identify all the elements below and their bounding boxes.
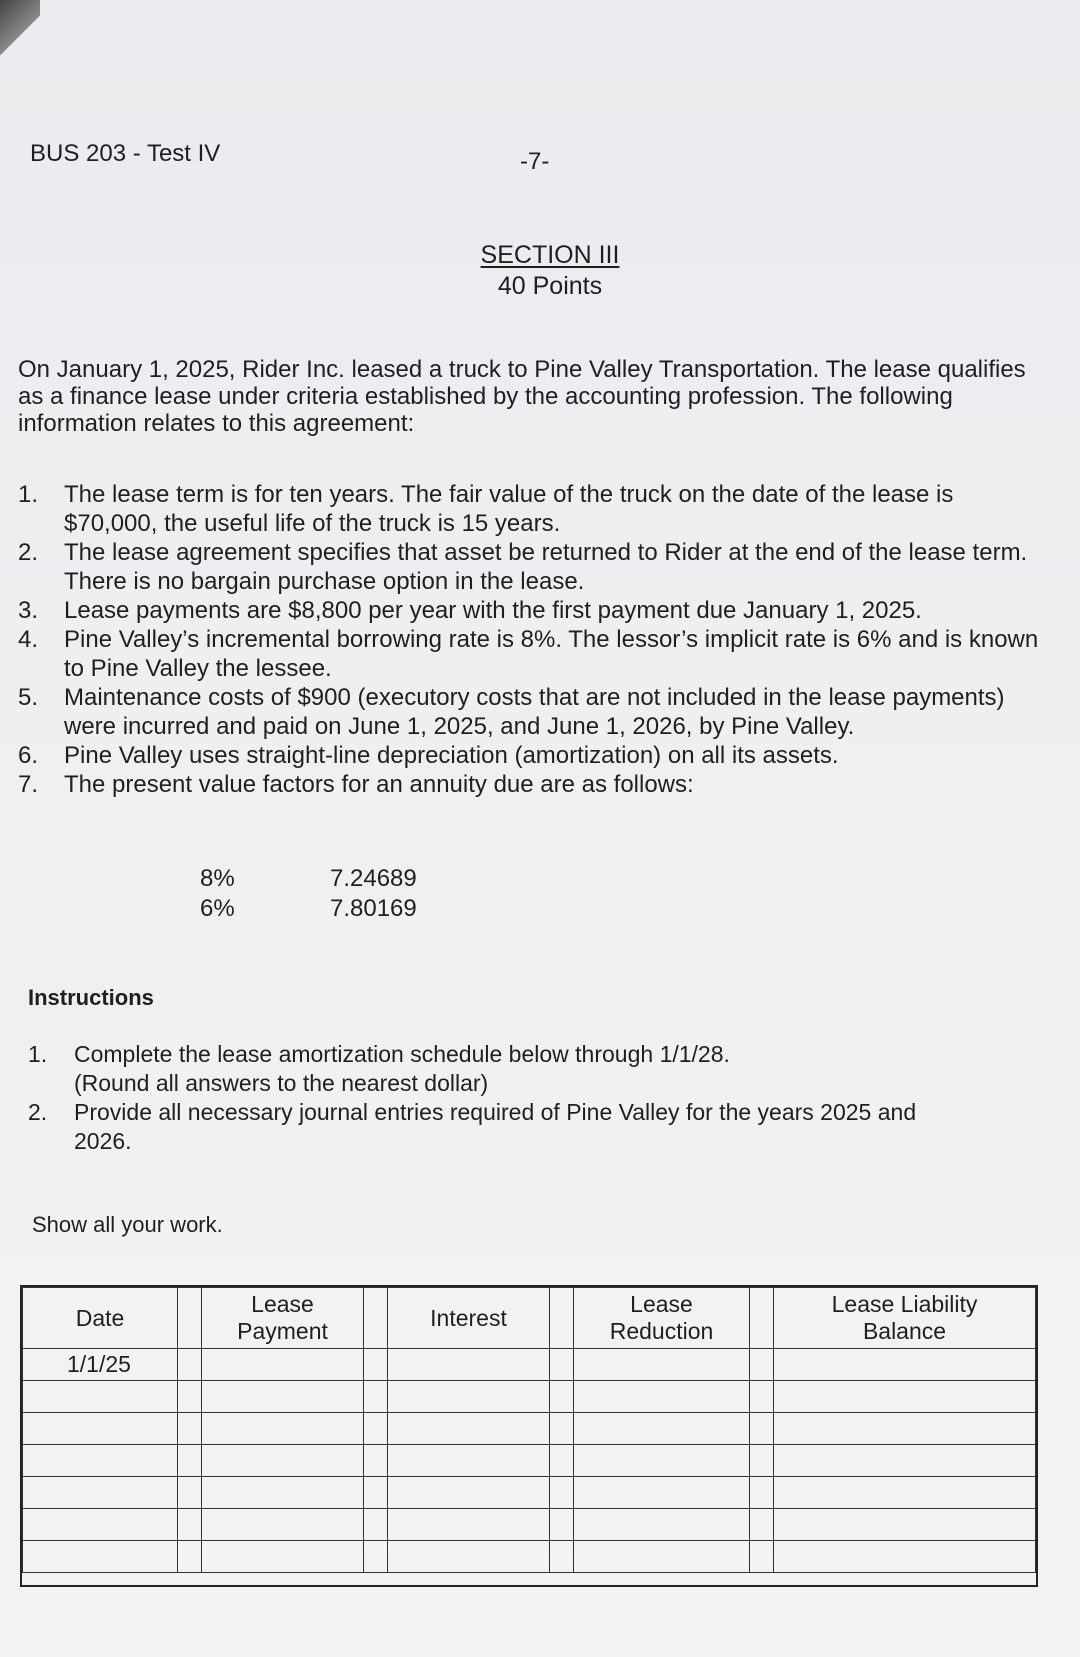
item-text: Maintenance costs of $900 (executory costs that are not included in the lease payments) were incurred and paid on June 1, 2025, and June 1, 2026, by Pine Valley. bbox=[64, 684, 1005, 740]
section-heading bbox=[470, 240, 630, 302]
item-line: Complete the lease amortization schedule below through 1/1/28. bbox=[74, 1041, 730, 1067]
payment-cell[interactable] bbox=[202, 1477, 364, 1509]
table-row bbox=[23, 1445, 1036, 1477]
pv-factor: 7.80169 bbox=[330, 895, 417, 922]
list-item bbox=[18, 741, 1048, 770]
spacer-cell bbox=[750, 1445, 774, 1477]
spacer-cell bbox=[750, 1541, 774, 1573]
spacer-cell bbox=[750, 1349, 774, 1381]
header-line: Lease bbox=[251, 1291, 314, 1317]
spacer-cell bbox=[364, 1509, 388, 1541]
table-header-row bbox=[23, 1288, 1036, 1349]
header-line: Reduction bbox=[609, 1318, 714, 1344]
item-number: 4. bbox=[18, 626, 39, 653]
spacer-cell bbox=[550, 1349, 574, 1381]
item-text bbox=[74, 1040, 730, 1098]
table-row bbox=[23, 1413, 1036, 1445]
balance-cell[interactable] bbox=[774, 1381, 1036, 1413]
header-line: Payment bbox=[237, 1318, 328, 1344]
spacer-cell bbox=[550, 1445, 574, 1477]
spacer-cell bbox=[178, 1288, 202, 1349]
spacer-cell bbox=[750, 1509, 774, 1541]
header-date: Date bbox=[23, 1288, 178, 1349]
item-text bbox=[74, 1098, 916, 1156]
spacer-cell bbox=[750, 1477, 774, 1509]
table-row bbox=[200, 894, 417, 924]
reduction-cell[interactable] bbox=[574, 1381, 750, 1413]
interest-cell[interactable] bbox=[388, 1413, 550, 1445]
course-header: BUS 203 - Test IV bbox=[30, 140, 221, 167]
list-item bbox=[18, 538, 1048, 596]
list-item bbox=[18, 683, 1048, 741]
intro-paragraph: On January 1, 2025, Rider Inc. leased a truck to Pine Valley Transportation. The lease qualifies as a finance lease under criteria established by the accounting profession. The following information relates to this agreement: bbox=[18, 356, 1026, 437]
item-number: 2. bbox=[18, 539, 39, 566]
spacer-cell bbox=[178, 1541, 202, 1573]
reduction-cell[interactable] bbox=[574, 1509, 750, 1541]
spacer-cell bbox=[364, 1349, 388, 1381]
header-lease-payment bbox=[202, 1288, 364, 1349]
item-line: Provide all necessary journal entries required of Pine Valley for the years 2025 and bbox=[74, 1099, 917, 1125]
date-cell[interactable] bbox=[23, 1509, 178, 1541]
date-cell[interactable] bbox=[23, 1381, 178, 1413]
header-line: Lease bbox=[630, 1291, 693, 1317]
list-item bbox=[28, 1098, 1028, 1156]
pv-factor: 7.24689 bbox=[330, 865, 417, 892]
item-number: 2. bbox=[28, 1099, 48, 1125]
spacer-cell bbox=[364, 1445, 388, 1477]
item-number: 6. bbox=[18, 742, 39, 769]
spacer-cell bbox=[750, 1413, 774, 1445]
amortization-schedule bbox=[20, 1285, 1038, 1587]
list-item bbox=[18, 480, 1048, 538]
payment-cell[interactable] bbox=[202, 1349, 364, 1381]
spacer-cell bbox=[178, 1509, 202, 1541]
spacer-cell bbox=[750, 1288, 774, 1349]
spacer-cell bbox=[364, 1541, 388, 1573]
date-cell[interactable] bbox=[23, 1541, 178, 1573]
spacer-cell bbox=[364, 1413, 388, 1445]
spacer-cell bbox=[550, 1413, 574, 1445]
spacer-cell bbox=[550, 1381, 574, 1413]
item-line: 2026. bbox=[74, 1128, 132, 1154]
spacer-cell bbox=[364, 1288, 388, 1349]
item-line: (Round all answers to the nearest dollar) bbox=[74, 1070, 489, 1096]
spacer-cell bbox=[364, 1381, 388, 1413]
spacer-cell bbox=[550, 1477, 574, 1509]
reduction-cell[interactable] bbox=[574, 1413, 750, 1445]
table-row bbox=[23, 1477, 1036, 1509]
item-text: Lease payments are $8,800 per year with the first payment due January 1, 2025. bbox=[64, 597, 922, 624]
spacer-cell bbox=[178, 1445, 202, 1477]
item-number: 1. bbox=[28, 1041, 48, 1067]
interest-cell[interactable] bbox=[388, 1541, 550, 1573]
spacer-cell bbox=[750, 1381, 774, 1413]
show-work-note: Show all your work. bbox=[32, 1212, 223, 1237]
page-corner-shadow bbox=[0, 0, 40, 60]
list-item bbox=[18, 770, 1048, 799]
balance-cell[interactable] bbox=[774, 1477, 1036, 1509]
reduction-cell[interactable] bbox=[574, 1445, 750, 1477]
date-cell: 1/1/25 bbox=[23, 1349, 178, 1381]
header-balance bbox=[774, 1288, 1036, 1349]
table-row bbox=[23, 1381, 1036, 1413]
spacer-cell bbox=[364, 1477, 388, 1509]
header-line: Balance bbox=[862, 1318, 947, 1344]
header-lease-reduction bbox=[574, 1288, 750, 1349]
instructions-list bbox=[28, 1040, 1028, 1156]
payment-cell[interactable] bbox=[202, 1445, 364, 1477]
lease-info-list bbox=[18, 480, 1048, 799]
balance-cell[interactable] bbox=[774, 1349, 1036, 1381]
header-line: Lease Liability bbox=[831, 1291, 978, 1317]
interest-cell[interactable] bbox=[388, 1349, 550, 1381]
item-text: Pine Valley uses straight-line depreciation (amortization) on all its assets. bbox=[64, 742, 839, 769]
interest-cell[interactable] bbox=[388, 1445, 550, 1477]
section-points: 40 Points bbox=[497, 272, 603, 300]
schedule-table bbox=[22, 1287, 1036, 1573]
spacer-cell bbox=[178, 1413, 202, 1445]
table-row bbox=[23, 1509, 1036, 1541]
page-number: -7- bbox=[520, 148, 550, 175]
item-text: The lease term is for ten years. The fair value of the truck on the date of the lease is $70,000, the useful life of the truck is 15 years. bbox=[64, 481, 954, 537]
table-row bbox=[200, 864, 417, 894]
item-number: 7. bbox=[18, 771, 39, 798]
item-number: 1. bbox=[18, 481, 39, 508]
spacer-cell bbox=[550, 1541, 574, 1573]
date-cell[interactable] bbox=[23, 1413, 178, 1445]
date-cell[interactable] bbox=[23, 1477, 178, 1509]
reduction-cell[interactable] bbox=[574, 1477, 750, 1509]
spacer-cell bbox=[178, 1381, 202, 1413]
header-interest: Interest bbox=[388, 1288, 550, 1349]
pv-rate: 8% bbox=[200, 865, 235, 892]
item-text: Pine Valley’s incremental borrowing rate is 8%. The lessor’s implicit rate is 6% and is known to Pine Valley the lessee. bbox=[64, 626, 1039, 682]
pv-factor-table bbox=[200, 864, 417, 924]
section-title: SECTION III bbox=[480, 241, 620, 269]
item-text: The present value factors for an annuity due are as follows: bbox=[64, 771, 694, 798]
reduction-cell[interactable] bbox=[574, 1541, 750, 1573]
table-row bbox=[23, 1541, 1036, 1573]
date-cell[interactable] bbox=[23, 1445, 178, 1477]
payment-cell[interactable] bbox=[202, 1509, 364, 1541]
item-number: 3. bbox=[18, 597, 39, 624]
item-number: 5. bbox=[18, 684, 39, 711]
interest-cell[interactable] bbox=[388, 1381, 550, 1413]
list-item bbox=[18, 625, 1048, 683]
balance-cell[interactable] bbox=[774, 1445, 1036, 1477]
instructions-heading: Instructions bbox=[28, 985, 154, 1010]
table-row bbox=[23, 1349, 1036, 1381]
list-item bbox=[28, 1040, 1028, 1098]
interest-cell[interactable] bbox=[388, 1477, 550, 1509]
interest-cell[interactable] bbox=[388, 1509, 550, 1541]
payment-cell[interactable] bbox=[202, 1381, 364, 1413]
spacer-cell bbox=[550, 1509, 574, 1541]
list-item bbox=[18, 596, 1048, 625]
payment-cell[interactable] bbox=[202, 1541, 364, 1573]
reduction-cell[interactable] bbox=[574, 1349, 750, 1381]
balance-cell[interactable] bbox=[774, 1413, 1036, 1445]
pv-rate: 6% bbox=[200, 895, 235, 922]
spacer-cell bbox=[178, 1349, 202, 1381]
spacer-cell bbox=[550, 1288, 574, 1349]
balance-cell[interactable] bbox=[774, 1509, 1036, 1541]
payment-cell[interactable] bbox=[202, 1413, 364, 1445]
balance-cell[interactable] bbox=[774, 1541, 1036, 1573]
spacer-cell bbox=[178, 1477, 202, 1509]
item-text: The lease agreement specifies that asset be returned to Rider at the end of the lease term. There is no bargain purchase option in the lease. bbox=[64, 539, 1028, 595]
